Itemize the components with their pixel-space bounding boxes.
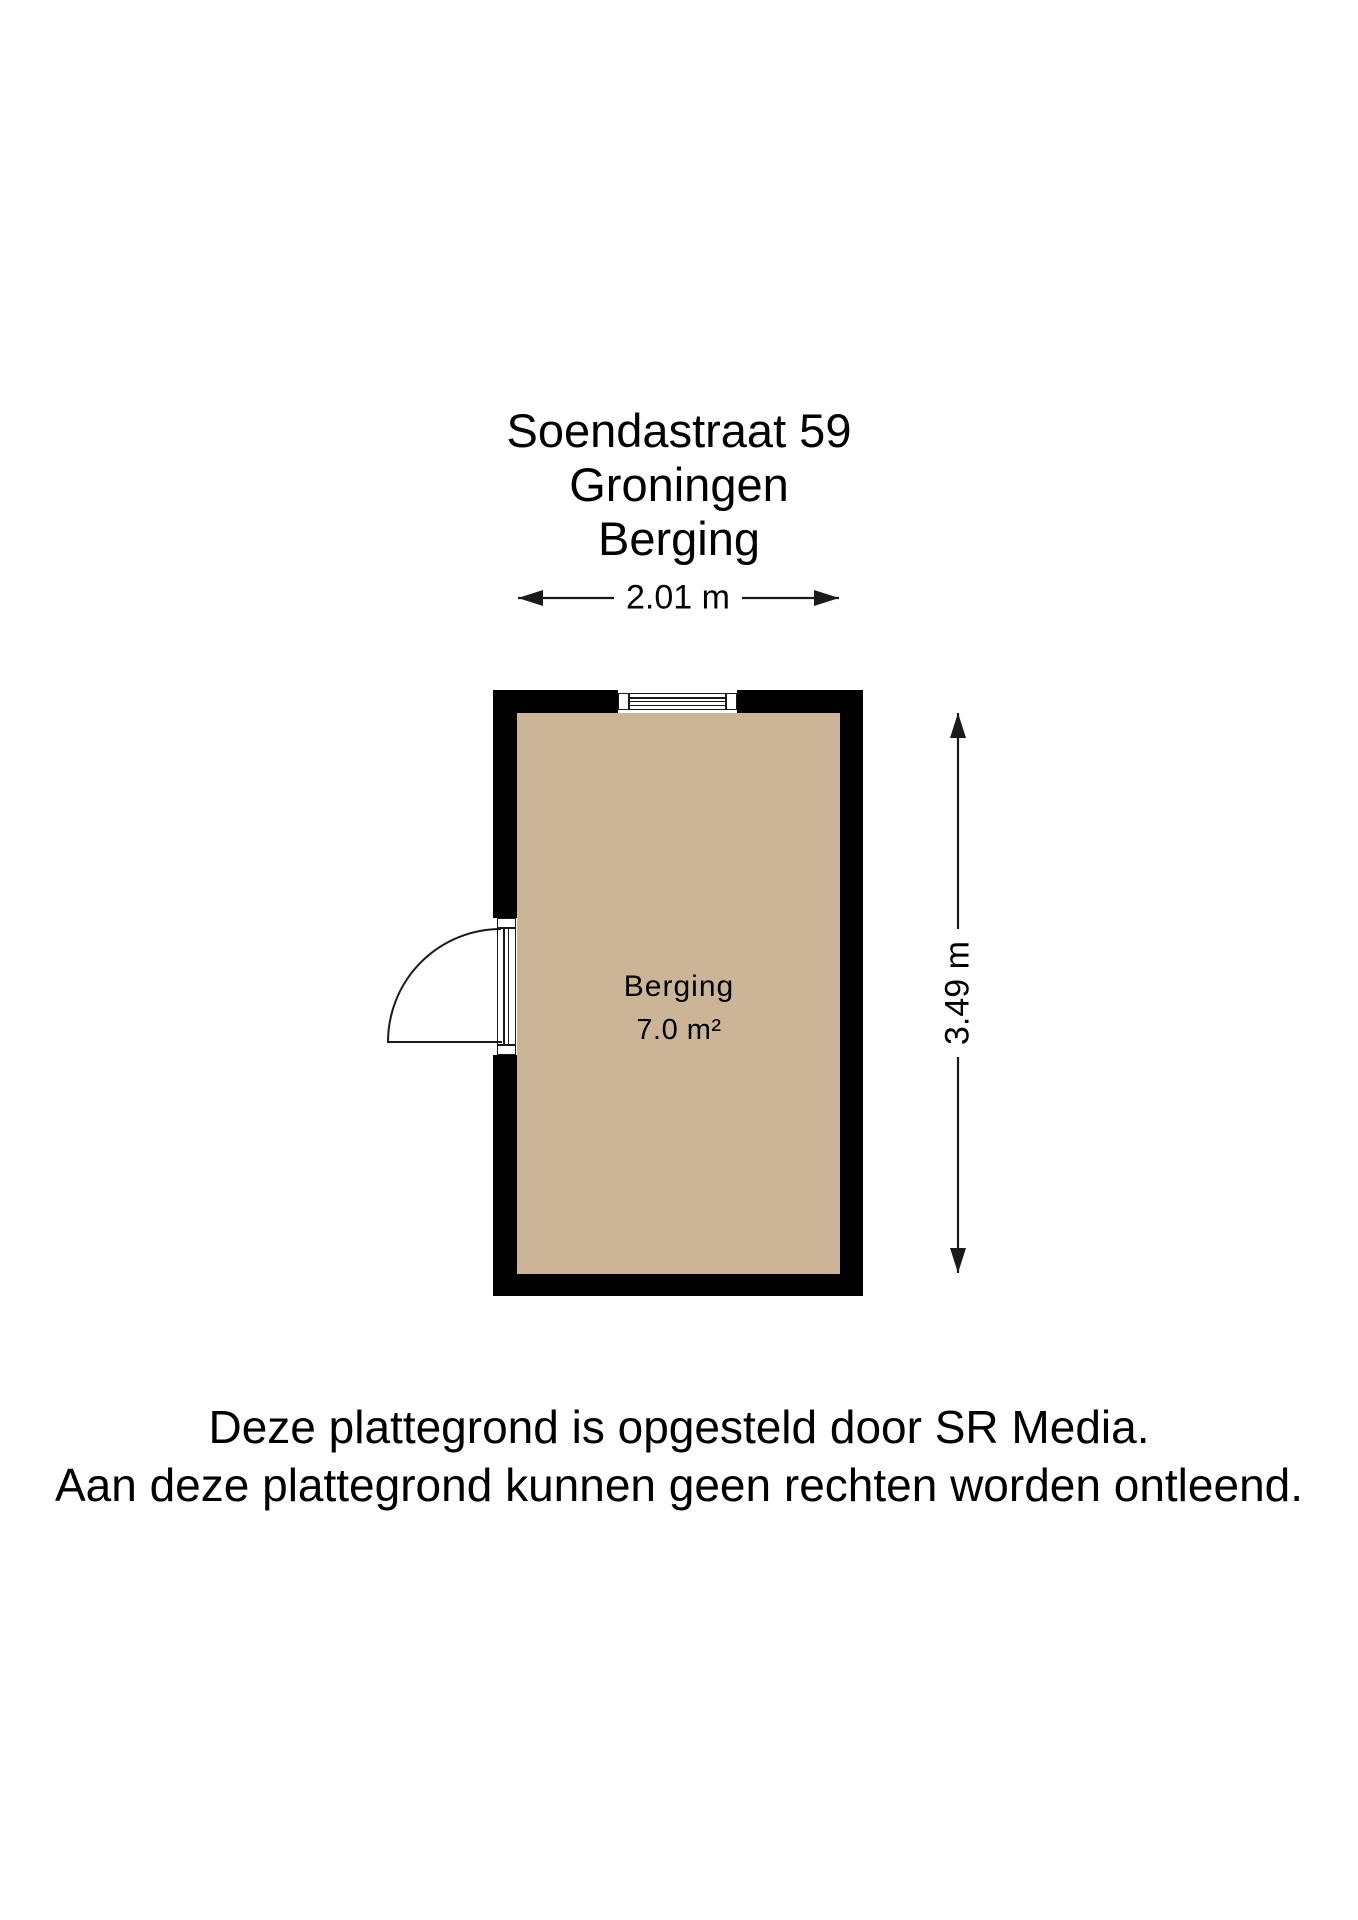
title-floor-name: Berging <box>598 512 760 565</box>
room-area: 7.0 m² <box>636 1014 722 1046</box>
room-label <box>0 970 1358 1047</box>
arrowhead-left-icon <box>518 590 543 606</box>
disclaimer-line2: Aan deze plattegrond kunnen geen rechten worden ontleend. <box>54 1459 1304 1511</box>
title-address: Soendastraat 59 <box>506 404 852 457</box>
door-jamb-top <box>498 927 515 929</box>
title-city: Groningen <box>569 458 789 511</box>
height-dimension-label: 3.49 m <box>938 929 979 1057</box>
arrowhead-right-icon <box>814 590 839 606</box>
arrowhead-down-icon <box>950 1248 966 1273</box>
disclaimer-line1: Deze plattegrond is opgesteld door SR Media. <box>208 1401 1150 1453</box>
title-block <box>0 404 1358 566</box>
window-pane-line <box>630 701 725 703</box>
window-pane-line <box>630 697 725 699</box>
window-jamb-right <box>725 694 727 709</box>
disclaimer <box>0 1398 1358 1514</box>
window-pane-line <box>630 705 725 707</box>
room-name: Berging <box>623 970 735 1003</box>
arrowhead-up-icon <box>950 713 966 738</box>
window-symbol <box>618 693 737 710</box>
width-dimension-label: 2.01 m <box>614 578 742 619</box>
